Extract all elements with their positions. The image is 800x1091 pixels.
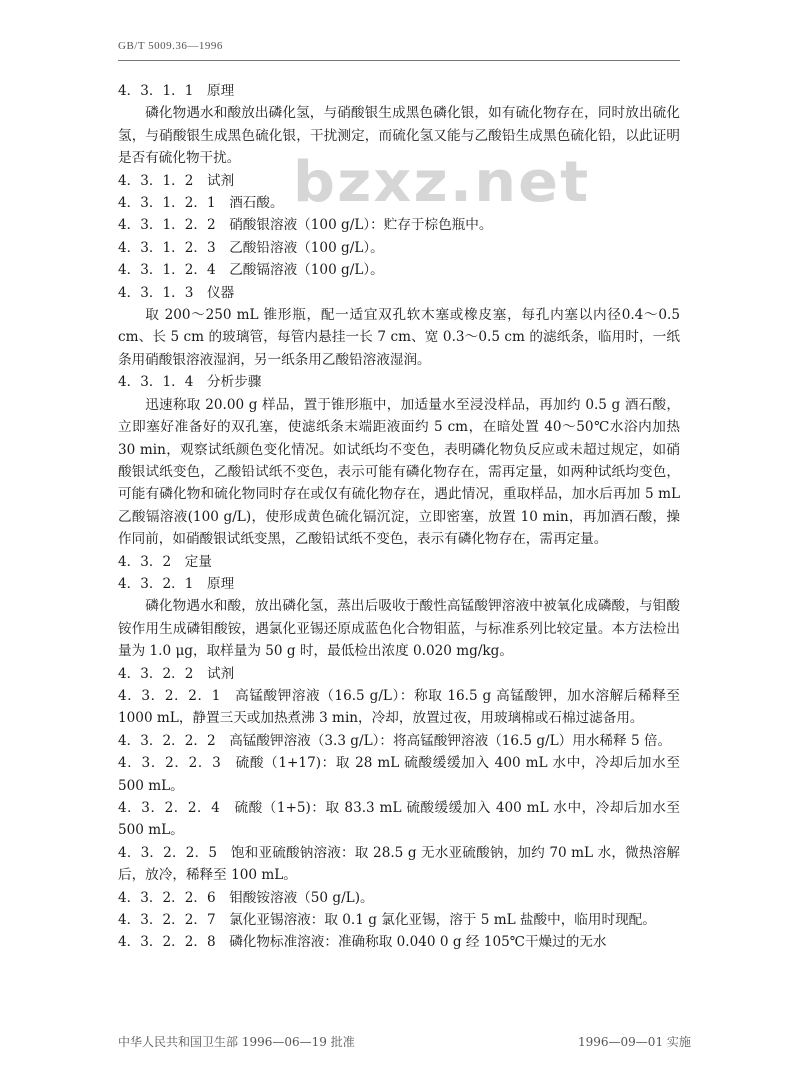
body-paragraph: 磷化物遇水和酸，放出磷化氢，蒸出后吸收于酸性高锰酸钾溶液中被氧化成磷酸，与钼酸铵作用生成磷钼酸铵，遇氯化亚锡还原成蓝色化合物钼蓝，与标准系列比较定量。本方法检出量为 1.0 μg，取样量为 50 g 时，最低检出浓度 0.020 mg/kg。: [118, 598, 680, 660]
watermark: bzxz.net: [292, 150, 591, 215]
section-heading: 4．3．1．2 试剂: [118, 172, 235, 189]
list-item: 4．3．2．2．8 磷化物标准溶液：准确称取 0.040 0 g 经 105℃干燥过的无水: [118, 934, 607, 951]
body-paragraph: 迅速称取 20.00 g 样品，置于锥形瓶中，加适量水至浸没样品，再加约 0.5 g 酒石酸，立即塞好准备好的双孔塞，使滤纸条末端距液面约 5 cm，在暗处置 40～50℃水浴内加热 30 min，观察试纸颜色变化情况。如试纸均不变色，表明磷化物负反应或未超过规定，如硝酸银试纸变色，乙酸铅试纸不变色，表示可能有磷化物存在，需再定量，如两种试纸均变色，可能有磷化物和硫化物同时存在或仅有硫化物存在，遇此情况，重取样品，加水后再加 5 mL 乙酸镉溶液(100 g/L)，使形成黄色硫化镉沉淀，立即密塞，放置 10 min，再加酒石酸，操作同前，如硝酸银试纸变黑，乙酸铅试纸不变色，表示有磷化物存在，需再定量。: [118, 396, 680, 548]
list-item: 4．3．1．2．1 酒石酸。: [118, 195, 284, 212]
section-heading: 4．3．2 定量: [118, 553, 212, 570]
list-item: 4．3．2．2．3 硫酸（1+17)：取 28 mL 硫酸缓缓加入 400 mL 水中，冷却后加水至 500 mL。: [118, 755, 680, 794]
list-item: 4．3．2．2．5 饱和亚硫酸钠溶液：取 28.5 g 无水亚硫酸钠，加约 70 mL 水，微热溶解后，放冷，稀释至 100 mL。: [118, 844, 680, 884]
approval-footer: 中华人民共和国卫生部 1996—06—19 批准: [118, 1035, 355, 1049]
list-item: 4．3．1．2．3 乙酸铅溶液（100 g/L）。: [118, 239, 384, 256]
standard-code-header: GB/T 5009.36—1996: [118, 40, 223, 52]
list-item: 4．3．1．2．2 硝酸银溶液（100 g/L）：贮存于棕色瓶中。: [118, 217, 493, 234]
body-paragraph: 磷化物遇水和酸放出磷化氢，与硝酸银生成黑色磷化银，如有硫化物存在，同时放出硫化氢，与硝酸银生成黑色硫化银，干扰测定，而硫化氢又能与乙酸铅生成黑色硫化铅，以此证明是否有硫化物干扰。: [118, 105, 680, 167]
section-heading: 4．3．1．4 分析步骤: [118, 374, 262, 391]
document-body: [118, 80, 680, 954]
body-paragraph: 取 200～250 mL 锥形瓶，配一适宜双孔软木塞或橡皮塞，每孔内塞以内径0.4～0.5 cm、长 5 cm 的玻璃管，每管内悬挂一长 7 cm、宽 0.3～0.5 cm 的滤纸条，临用时，一纸条用硝酸银溶液湿润，另一纸条用乙酸铅溶液湿润。: [118, 307, 680, 368]
list-item: 4．3．2．2．2 高锰酸钾溶液（3.3 g/L）：将高锰酸钾溶液（16.5 g/L）用水稀释 5 倍。: [118, 732, 672, 749]
list-item: 4．3．1．2．4 乙酸镉溶液（100 g/L）。: [118, 262, 384, 279]
section-heading: 4．3．2．1 原理: [118, 575, 235, 592]
section-heading: 4．3．2．2 试剂: [118, 665, 235, 682]
section-heading: 4．3．1．3 仪器: [118, 284, 235, 301]
section-heading: 4．3．1．1 原理: [118, 83, 235, 99]
list-item: 4．3．2．2．1 高锰酸钾溶液（16.5 g/L）：称取 16.5 g 高锰酸钾，加水溶解后稀释至 1000 mL，静置三天或加热煮沸 3 min，冷却，放置过夜，用玻璃棉或石棉过滤备用。: [118, 687, 680, 727]
header-divider: [118, 60, 680, 61]
list-item: 4．3．2．2．4 硫酸（1+5)：取 83.3 mL 硫酸缓缓加入 400 mL 水中，冷却后加水至 500 mL。: [118, 800, 680, 839]
implementation-footer: 1996—09—01 实施: [578, 1035, 691, 1049]
list-item: 4．3．2．2．7 氯化亚锡溶液：取 0.1 g 氯化亚锡，溶于 5 mL 盐酸中，临用时现配。: [118, 912, 656, 929]
list-item: 4．3．2．2．6 钼酸铵溶液（50 g/L)。: [118, 889, 374, 906]
